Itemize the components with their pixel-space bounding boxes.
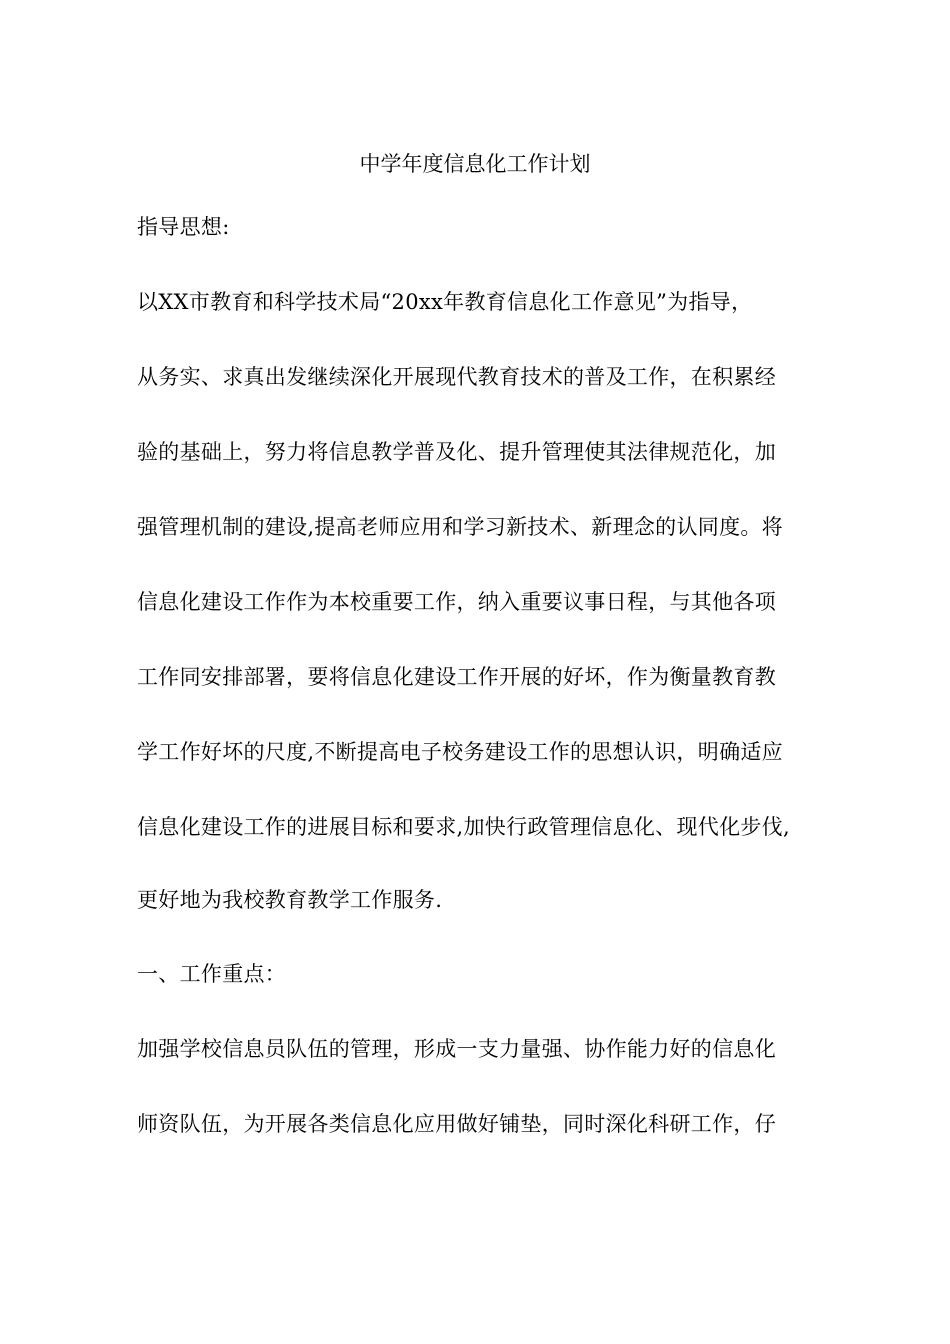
heading-guiding-thought: 指导思想: xyxy=(137,215,230,239)
paragraph-line: 师资队伍，为开展各类信息化应用做好铺垫，同时深化科研工作，仔 xyxy=(137,1112,776,1136)
paragraph-line: 强管理机制的建设,提高老师应用和学习新技术、新理念的认同度。将 xyxy=(137,515,783,539)
paragraph-line: 加强学校信息员队伍的管理，形成一支力量强、协作能力好的信息化 xyxy=(137,1037,776,1061)
heading-work-focus: 一、工作重点： xyxy=(137,962,287,986)
paragraph-line: 信息化建设工作作为本校重要工作，纳入重要议事日程，与其他各项 xyxy=(137,590,776,614)
document-title: 中学年度信息化工作计划 xyxy=(359,152,591,176)
paragraph-line: 信息化建设工作的进展目标和要求,加快行政管理信息化、现代化步伐, xyxy=(137,815,790,839)
paragraph-line: 从务实、求真出发继续深化开展现代教育技术的普及工作，在积累经 xyxy=(137,365,776,389)
paragraph-line: 学工作好坏的尺度,不断提高电子校务建设工作的思想认识，明确适应 xyxy=(137,740,783,764)
paragraph-line: 验的基础上，努力将信息教学普及化、提升管理使其法律规范化，加 xyxy=(137,440,776,464)
paragraph-line: 以XX市教育和科学技术局“20xx年教育信息化工作意见”为指导， xyxy=(137,290,753,314)
paragraph-line: 工作同安排部署，要将信息化建设工作开展的好坏，作为衡量教育教 xyxy=(137,665,776,689)
paragraph-line: 更好地为我校教育教学工作服务. xyxy=(137,888,443,912)
